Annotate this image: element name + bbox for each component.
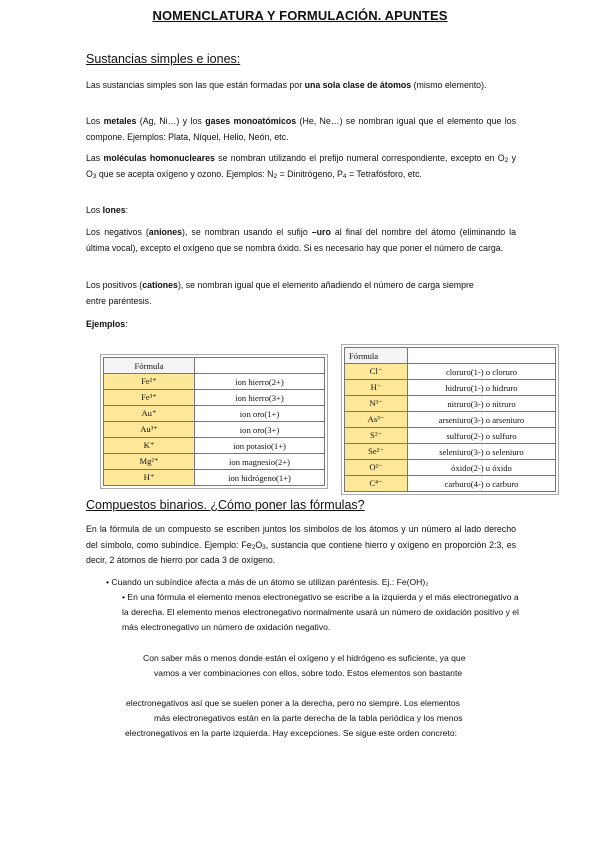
cation_table-ion-symbol: Au³⁺: [104, 422, 195, 438]
cation-table: [100, 354, 328, 489]
anion_table-ion-name: nitruro(3-) o nitruro: [408, 396, 556, 412]
cation_table-row: [104, 390, 325, 406]
anion_table-row: [345, 428, 556, 444]
cation_table-ion-name: ion hidrógeno(1+): [195, 470, 325, 486]
anion-table: [341, 344, 559, 495]
cation_table-ion-name: ion oro(1+): [195, 406, 325, 422]
anion_table-ion-symbol: O²⁻: [345, 460, 408, 476]
iones-label: Los Iones:: [86, 205, 129, 215]
anion_table-ion-symbol: Cl⁻: [345, 364, 408, 380]
cation_table-ion-symbol: K⁺: [104, 438, 195, 454]
paragraph-simple-substances: Las sustancias simples son las que están formadas por una sola clase de átomos (mismo elemento).: [86, 80, 487, 90]
anion_table-ion-symbol: H⁻: [345, 380, 408, 396]
cation_table-ion-name: ion hierro(2+): [195, 374, 325, 390]
cation_table-row: [104, 470, 325, 486]
anion_table-ion-symbol: Se²⁻: [345, 444, 408, 460]
ejemplos-label: Ejemplos:: [86, 319, 128, 329]
cation_table-ion-symbol: Mg²⁺: [104, 454, 195, 470]
bullet-parentheses: • Cuando un subíndice afecta a más de un átomo se utilizan paréntesis. Ej.: Fe(OH)₂: [106, 577, 429, 587]
anion-table-header-empty: [408, 348, 556, 364]
paragraph-formula: En la fórmula de un compuesto se escriben juntos los símbolos de los átomos y un número al lado derecho del símbolo, como subíndice. Ejemplo: $Fe_2O_3$, sustancia que contiene hierro y oxígeno en proporción 2:3, es decir, 2 átomos de hierro por cada 3 de oxígeno.: [86, 524, 517, 565]
anion_table-row: [345, 364, 556, 380]
anion_table-row: [345, 396, 556, 412]
cation_table-ion-symbol: Fe²⁺: [104, 374, 195, 390]
cation_table-ion-symbol: Fe³⁺: [104, 390, 195, 406]
text-line-e: electronegativos en la parte izquierda. Hay excepciones. Se sigue este orden concreto:: [125, 728, 458, 738]
anion_table-row: [345, 412, 556, 428]
section-heading-binary-compounds: Compuestos binarios. ¿Cómo poner las fórmulas?: [86, 498, 365, 512]
text-line-a: Con saber más o menos donde están el oxígeno y el hidrógeno es suficiente, ya que: [143, 653, 466, 663]
cation_table-row: [104, 374, 325, 390]
cation-table-header: Fórmula: [104, 358, 195, 374]
anion_table-ion-symbol: S²⁻: [345, 428, 408, 444]
paragraph-homonuclear: Las moléculas homonucleares se nombran utilizando el prefijo numeral correspondiente, excepto en $O_2$ y $O_3$ que se acepta oxígeno y ozono. Ejemplos: $N_2$ = Dinitrógeno, $P_4$ = Tetrafósforo, etc.: [86, 153, 516, 180]
anion-table-header: Fórmula: [345, 348, 408, 364]
anion_table-row: [345, 476, 556, 492]
cation_table-row: [104, 422, 325, 438]
paragraph-anions: Los negativos (aniones), se nombran usando el sufijo –uro al final del nombre del átomo (eliminando la última vocal), excepto el oxígeno que se nombra óxido. Si es necesario hay que poner el número de carga.: [86, 227, 516, 253]
anion_table-ion-name: óxido(2-) u óxido: [408, 460, 556, 476]
section-heading-simple-substances: Sustancias simples e iones:: [86, 52, 241, 66]
cation-table-header-empty: [195, 358, 325, 374]
anion_table-row: [345, 380, 556, 396]
anion_table-ion-name: hidruro(1-) o hidruro: [408, 380, 556, 396]
cation_table-ion-name: ion potasio(1+): [195, 438, 325, 454]
anion_table-ion-symbol: As³⁻: [345, 412, 408, 428]
cation_table-row: [104, 454, 325, 470]
cation_table-row: [104, 406, 325, 422]
bullet-dot-icon: •: [106, 577, 112, 587]
anion_table-ion-symbol: N³⁻: [345, 396, 408, 412]
cation_table-ion-symbol: Au⁺: [104, 406, 195, 422]
anion_table-ion-name: cloruro(1-) o cloruro: [408, 364, 556, 380]
anion_table-row: [345, 460, 556, 476]
page-title: NOMENCLATURA Y FORMULACIÓN. APUNTES: [152, 8, 448, 23]
cation_table-ion-symbol: H⁺: [104, 470, 195, 486]
anion_table-ion-name: arseniuro(3-) o arseniuro: [408, 412, 556, 428]
anion_table-ion-symbol: C⁴⁻: [345, 476, 408, 492]
cation_table-ion-name: ion magnesio(2+): [195, 454, 325, 470]
text-line-d: más electronegativos están en la parte derecha de la tabla periódica y los menos: [154, 713, 463, 723]
cation_table-row: [104, 438, 325, 454]
paragraph-metals: Los metales (Ag, Ni…) y los gases monoatómicos (He, Ne…) se nombran igual que el elemento que los compone. Ejemplos: Plata, Níquel, Helio, Neón, etc.: [86, 116, 517, 142]
anion_table-ion-name: sulfuro(2-) o sulfuro: [408, 428, 556, 444]
cation_table-ion-name: ion oro(3+): [195, 422, 325, 438]
bullet-electronegativity: • En una fórmula el elemento menos electronegativo se escribe a la izquierda y el más electronegativo a la derecha. El elemento menos electronegativo normalmente usará un número de oxidación positivo y el más electronegativo un número de oxidación negativo.: [122, 592, 519, 632]
anion_table-ion-name: carburo(4-) o carburo: [408, 476, 556, 492]
text-line-b: vamos a ver combinaciones con ellos, sobre todo. Estos elementos son bastante: [154, 668, 463, 678]
cation_table-ion-name: ion hierro(3+): [195, 390, 325, 406]
paragraph-cations: Los positivos (cationes), se nombran igual que el elemento añadiendo el número de carga siempre entre paréntesis.: [86, 280, 474, 306]
anion_table-row: [345, 444, 556, 460]
bullet-dot-icon: •: [122, 592, 128, 602]
text-line-c: electronegativos así que se suelen poner a la derecha, pero no siempre. Los elementos: [126, 698, 460, 708]
anion_table-ion-name: seleniuro(3-) o seleniuro: [408, 444, 556, 460]
